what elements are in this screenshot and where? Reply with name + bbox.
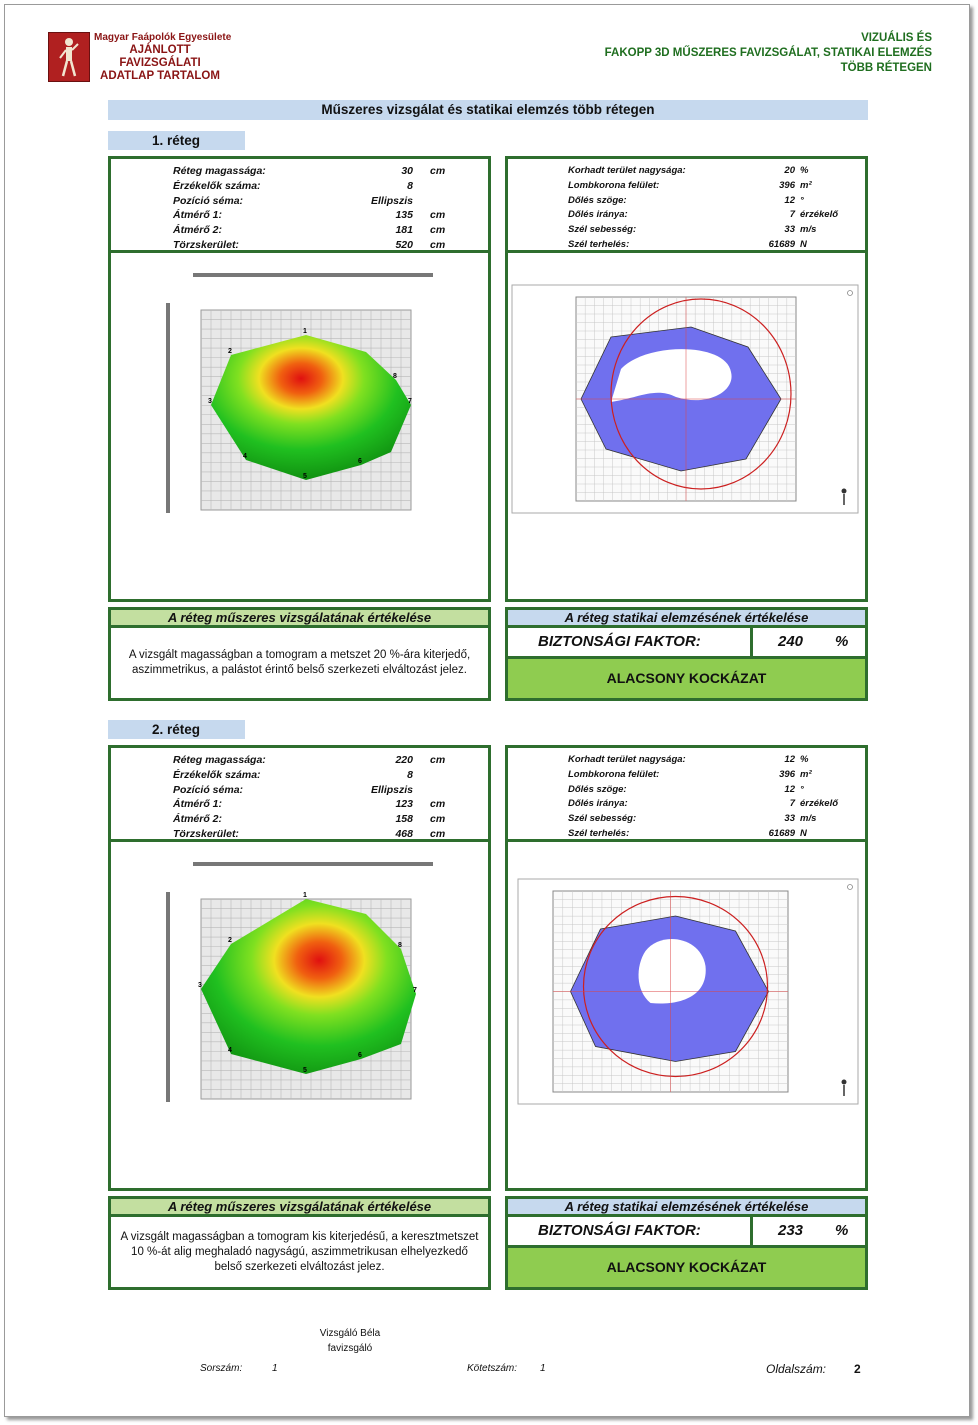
info-unit: cm: [430, 209, 446, 222]
info-label: Szél terhelés:: [568, 239, 630, 250]
info-label: Pozíció séma:: [173, 783, 244, 796]
safety-factor-cell: [753, 1217, 865, 1245]
info-label: Korhadt terület nagysága:: [568, 165, 686, 176]
sensor-label: 3: [208, 398, 212, 405]
info-label: Dőlés iránya:: [568, 209, 628, 221]
tomogram-image: [111, 255, 488, 595]
serial-value: 1: [272, 1363, 278, 1374]
main-title: Műszeres vizsgálat és statikai elemzés több rétegen: [108, 100, 868, 120]
info-row: [173, 224, 473, 238]
info-label: Érzékelők száma:: [173, 179, 261, 192]
info-row: [568, 798, 863, 812]
info-unit: érzékelő: [800, 798, 839, 810]
layer-title: 2. réteg: [108, 720, 245, 739]
tomogram-panel: [108, 745, 491, 1191]
static-eval-heading: A réteg statikai elemzésének értékelése: [505, 607, 868, 628]
info-value: 12: [784, 783, 795, 795]
info-row: [173, 165, 473, 179]
sensor-label: 5: [303, 473, 307, 480]
safety-factor-cell: [753, 628, 865, 656]
info-label: Átmérő 2:: [173, 813, 223, 826]
info-label: Pozíció séma:: [173, 194, 244, 207]
info-unit: cm: [430, 239, 446, 251]
info-label: Szél sebesség:: [568, 813, 637, 825]
info-unit: cm: [430, 224, 446, 237]
info-value: 30: [401, 165, 413, 177]
info-unit: %: [800, 165, 809, 176]
sensor-label: 4: [228, 1047, 232, 1054]
info-row: [173, 195, 473, 209]
info-unit: cm: [430, 165, 446, 177]
info-value: 8: [407, 179, 413, 192]
tomogram-image: [111, 844, 488, 1184]
static-panel: [505, 745, 868, 1191]
serial-label: Sorszám:: [200, 1363, 243, 1374]
org-subtitle: AJÁNLOTT FAVIZSGÁLATI ADATLAP TARTALOM: [100, 44, 220, 82]
info-value: 396: [779, 768, 795, 780]
info-label: Átmérő 1:: [173, 209, 223, 222]
info-label: Átmérő 2:: [173, 224, 223, 237]
info-value: 61689: [768, 239, 795, 250]
info-unit: m²: [800, 179, 812, 191]
info-row: [568, 784, 863, 798]
safety-factor-unit: %: [835, 633, 849, 650]
info-value: 7: [789, 209, 795, 221]
sensor-label: 4: [243, 453, 247, 460]
info-unit: m²: [800, 768, 812, 780]
info-value: 158: [395, 813, 413, 826]
info-row: [173, 813, 473, 827]
safety-factor-unit: %: [835, 1222, 849, 1239]
info-label: Átmérő 1:: [173, 798, 223, 811]
info-value: 33: [784, 813, 795, 825]
risk-level: ALACSONY KOCKÁZAT: [505, 659, 868, 701]
instrumental-eval-text: A vizsgált magasságban a tomogram a metszet 20 %-ára kiterjedő, aszimmetrikus, a palástot érintő belső szerkezeti elváltozást jelez.: [108, 628, 491, 701]
info-value: 181: [395, 224, 413, 237]
info-row: [173, 180, 473, 194]
info-label: Törzskerület:: [173, 828, 239, 840]
info-label: Dőlés szöge:: [568, 783, 627, 795]
info-row: [173, 209, 473, 223]
sensor-label: 8: [398, 942, 402, 949]
volume-value: 1: [540, 1363, 546, 1374]
info-value: 61689: [768, 828, 795, 839]
info-value: Ellipszis: [370, 783, 413, 796]
sensor-label: 5: [303, 1067, 307, 1074]
info-value: 123: [395, 798, 413, 811]
static-analysis-image: [508, 844, 865, 1184]
info-unit: m/s: [800, 813, 817, 825]
instrumental-eval-text: A vizsgált magasságban a tomogram kis kiterjedésű, a keresztmetszet 10 %-át alig meghaladó nagyságú, aszimmetrikusan elhelyezkedő belső szerkezeti elváltozást jelez.: [108, 1217, 491, 1290]
info-unit: °: [800, 783, 804, 795]
sensor-label: 6: [358, 458, 362, 465]
info-value: 135: [395, 209, 413, 222]
info-row: [173, 769, 473, 783]
static-eval-heading: A réteg statikai elemzésének értékelése: [505, 1196, 868, 1217]
sensor-label: 1: [303, 328, 307, 335]
info-value: 468: [395, 828, 413, 840]
instrumental-eval-heading: A réteg műszeres vizsgálatának értékelése: [108, 1196, 491, 1217]
tomogram-panel: [108, 156, 491, 602]
examiner-role: favizsgáló: [327, 1343, 373, 1354]
panel-separator: [111, 250, 488, 253]
sensor-label: 8: [393, 373, 397, 380]
info-row: [568, 209, 863, 223]
info-row: [568, 769, 863, 783]
info-row: [173, 754, 473, 768]
info-value: 33: [784, 224, 795, 236]
safety-factor-row: [505, 628, 868, 659]
tomogram-scale-bar: [193, 273, 433, 277]
info-unit: cm: [430, 828, 446, 840]
page-number-value: 2: [854, 1362, 861, 1376]
info-value: 20: [784, 165, 795, 176]
document-title: VIZUÁLIS ÉS FAKOPP 3D MŰSZERES FAVIZSGÁLAT, STATIKAI ELEMZÉS TÖBB RÉTEGEN: [604, 32, 932, 74]
info-unit: cm: [430, 813, 446, 826]
safety-factor-row: [505, 1217, 868, 1248]
info-label: Érzékelők száma:: [173, 768, 261, 781]
info-label: Törzskerület:: [173, 239, 239, 251]
tomogram-scale-bar: [166, 892, 170, 1102]
info-value: 8: [407, 768, 413, 781]
info-label: Dőlés iránya:: [568, 798, 628, 810]
info-row: [568, 224, 863, 238]
sensor-label: 2: [228, 937, 232, 944]
info-row: [173, 798, 473, 812]
info-unit: N: [800, 239, 807, 250]
info-label: Korhadt terület nagysága:: [568, 754, 686, 765]
sensor-label: 1: [303, 892, 307, 899]
sensor-label: 2: [228, 348, 232, 355]
info-label: Szél terhelés:: [568, 828, 630, 839]
sensor-label: 6: [358, 1052, 362, 1059]
info-unit: °: [800, 194, 804, 206]
arborist-logo-icon: [58, 36, 80, 78]
info-row: [568, 180, 863, 194]
panel-separator: [111, 839, 488, 842]
info-unit: cm: [430, 754, 446, 766]
info-value: 520: [395, 239, 413, 251]
info-label: Lombkorona felület:: [568, 768, 660, 780]
info-row: [568, 165, 863, 179]
page-number-label: Oldalszám:: [766, 1362, 827, 1376]
layer-title: 1. réteg: [108, 131, 245, 150]
info-unit: érzékelő: [800, 209, 839, 221]
info-label: Réteg magassága:: [173, 754, 266, 766]
info-unit: %: [800, 754, 809, 765]
instrumental-eval-heading: A réteg műszeres vizsgálatának értékelése: [108, 607, 491, 628]
info-value: 12: [784, 194, 795, 206]
static-panel: [505, 156, 868, 602]
safety-factor-value: 240: [778, 633, 804, 650]
safety-factor-value: 233: [778, 1222, 804, 1239]
volume-label: Kötetszám:: [467, 1363, 518, 1374]
info-label: Lombkorona felület:: [568, 179, 660, 191]
info-row: [568, 754, 863, 768]
sensor-label: 3: [198, 982, 202, 989]
info-label: Réteg magassága:: [173, 165, 266, 177]
sensor-label: 7: [408, 398, 412, 405]
examiner-block: [300, 1326, 400, 1356]
info-value: Ellipszis: [370, 194, 413, 207]
info-label: Szél sebesség:: [568, 224, 637, 236]
info-row: [568, 195, 863, 209]
info-value: 7: [789, 798, 795, 810]
info-label: Dőlés szöge:: [568, 194, 627, 206]
info-unit: N: [800, 828, 807, 839]
info-value: 220: [395, 754, 413, 766]
person-scale-icon: [842, 489, 847, 494]
tomogram-scale-bar: [166, 303, 170, 513]
safety-factor-label: BIZTONSÁGI FAKTOR:: [508, 628, 753, 656]
panel-separator: [508, 839, 865, 842]
risk-level: ALACSONY KOCKÁZAT: [505, 1248, 868, 1290]
org-name: Magyar Faápolók Egyesülete: [94, 32, 232, 43]
info-unit: cm: [430, 798, 446, 811]
examiner-name: Vizsgáló Béla: [319, 1328, 381, 1339]
info-row: [568, 813, 863, 827]
panel-separator: [508, 250, 865, 253]
info-unit: m/s: [800, 224, 817, 236]
info-value: 12: [784, 754, 795, 765]
safety-factor-label: BIZTONSÁGI FAKTOR:: [508, 1217, 753, 1245]
static-analysis-image: [508, 255, 865, 595]
info-row: [173, 784, 473, 798]
info-value: 396: [779, 179, 795, 191]
sensor-label: 7: [413, 987, 417, 994]
person-scale-icon: [842, 1080, 847, 1085]
tomogram-scale-bar: [193, 862, 433, 866]
